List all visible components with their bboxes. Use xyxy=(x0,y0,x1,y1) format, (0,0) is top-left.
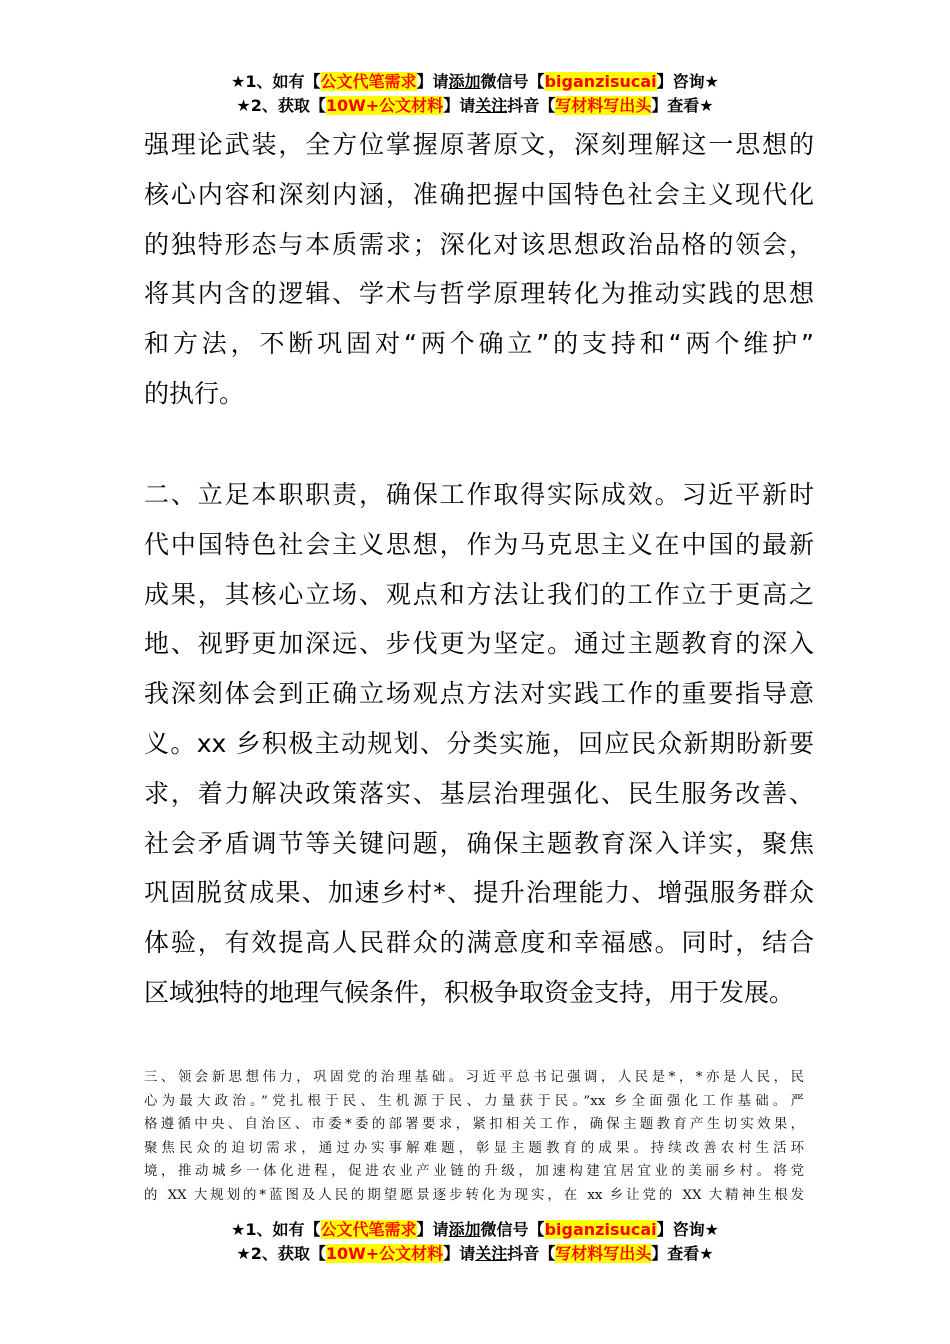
paragraph-line: 义。xx 乡积极主动规划、分类实施，回应民众新期盼新要 xyxy=(144,728,814,758)
paragraph-line: 巩固脱贫成果、加速乡村*、提升治理能力、增强服务群众 xyxy=(144,878,814,908)
banner-line-1-suffix: 】咨询★ xyxy=(656,1220,719,1239)
banner-line-1-prefix: ★1、如有【 xyxy=(231,1220,321,1239)
paragraph-line: 格遵循中央、自治区、市委*委的部署要求，紧扣相关工作，确保主题教育产生切实效果， xyxy=(144,1117,804,1133)
paragraph-line: 的 XX 大规划的*蓝图及人民的期望愿景逐步转化为现实，在 xx 乡让党的 XX 大精神生根发 xyxy=(144,1187,804,1203)
paragraph-line: 将其内含的逻辑、学术与哲学原理转化为推动实践的思想 xyxy=(144,279,814,309)
paragraph-line: 三、领会新思想伟力，巩固党的治理基础。习近平总书记强调，人民是*，*亦是人民，民 xyxy=(144,1070,804,1085)
paragraph-line: 的独特形态与本质需求；深化对该思想政治品格的领会， xyxy=(144,229,814,259)
paragraph-3-section-three xyxy=(144,1066,804,1208)
banner-line-1-highlight-wechat: biganzisucai xyxy=(544,72,657,91)
paragraph-line: 的执行。 xyxy=(144,378,245,408)
banner-line-2-underlined: 关注 xyxy=(475,1244,508,1263)
paragraph-line: 二、立足本职职责，确保工作取得实际成效。习近平新时 xyxy=(144,480,814,509)
banner-line-1-highlight-wechat: biganzisucai xyxy=(544,1220,657,1239)
banner-line-2-suffix: 】查看★ xyxy=(651,1244,714,1263)
banner-line-2-highlight-douyin: 写材料写出头 xyxy=(555,1244,652,1263)
paragraph-1 xyxy=(144,120,814,419)
paragraph-line: 代中国特色社会主义思想，作为马克思主义在中国的最新 xyxy=(144,529,814,559)
banner-line-1 xyxy=(0,70,950,94)
paragraph-line: 境，推动城乡一体化进程，促进农业产业链的升级，加速构建宜居宜业的美丽乡村。将党 xyxy=(144,1164,804,1180)
banner-line-2-highlight-materials: 10W+公文材料 xyxy=(325,96,444,115)
banner-line-2 xyxy=(0,1242,950,1266)
header-banner xyxy=(0,70,950,118)
banner-line-1-underlined: 添加 xyxy=(448,72,481,91)
banner-line-2-prefix: ★2、获取【 xyxy=(236,96,326,115)
banner-line-2-middle: 】请 xyxy=(443,96,476,115)
paragraph-line: 强理论武装，全方位掌握原著原文，深刻理解这一思想的 xyxy=(144,130,814,159)
banner-line-2-middle-2: 抖音【 xyxy=(507,1244,556,1263)
banner-line-2-highlight-materials: 10W+公文材料 xyxy=(325,1244,444,1263)
banner-line-2-middle-2: 抖音【 xyxy=(507,96,556,115)
paragraph-line: 和方法，不断巩固对“两个确立”的支持和“两个维护” xyxy=(144,329,814,359)
paragraph-line: 社会矛盾调节等关键问题，确保主题教育深入详实，聚焦 xyxy=(144,828,814,858)
banner-line-1-middle-2: 微信号【 xyxy=(480,72,545,91)
paragraph-line: 心为最大政治。”党扎根于民、生机源于民、力量获于民。”xx 乡全面强化工作基础。严 xyxy=(144,1093,804,1109)
paragraph-line: 聚焦民众的迫切需求，通过办实事解难题，彰显主题教育的成果。持续改善农村生活环 xyxy=(144,1140,804,1156)
banner-line-1-highlight-service: 公文代笔需求 xyxy=(320,1220,417,1239)
paragraph-line: 核心内容和深刻内涵，准确把握中国特色社会主义现代化 xyxy=(144,179,814,209)
paragraph-2-section-two xyxy=(144,470,814,1018)
banner-line-1-middle: 】请 xyxy=(416,72,449,91)
paragraph-line: 体验，有效提高人民群众的满意度和幸福感。同时，结合 xyxy=(144,928,814,958)
paragraph-line: 我深刻体会到正确立场观点方法对实践工作的重要指导意 xyxy=(144,679,814,709)
banner-line-2-prefix: ★2、获取【 xyxy=(236,1244,326,1263)
paragraph-line: 成果，其核心立场、观点和方法让我们的工作立于更高之 xyxy=(144,579,814,609)
paragraph-line: 区域独特的地理气候条件，积极争取资金支持，用于发展。 xyxy=(144,977,795,1007)
banner-line-1-highlight-service: 公文代笔需求 xyxy=(320,72,417,91)
banner-line-1-prefix: ★1、如有【 xyxy=(231,72,321,91)
paragraph-line: 地、视野更加深远、步伐更为坚定。通过主题教育的深入 xyxy=(144,629,814,659)
banner-line-1-suffix: 】咨询★ xyxy=(656,72,719,91)
banner-line-1-underlined: 添加 xyxy=(448,1220,481,1239)
banner-line-2-suffix: 】查看★ xyxy=(651,96,714,115)
paragraph-line: 求，着力解决政策落实、基层治理强化、民生服务改善、 xyxy=(144,778,814,808)
banner-line-1 xyxy=(0,1218,950,1242)
banner-line-1-middle-2: 微信号【 xyxy=(480,1220,545,1239)
banner-line-2-middle: 】请 xyxy=(443,1244,476,1263)
banner-line-2-highlight-douyin: 写材料写出头 xyxy=(555,96,652,115)
banner-line-2 xyxy=(0,94,950,118)
footer-banner xyxy=(0,1218,950,1266)
banner-line-2-underlined: 关注 xyxy=(475,96,508,115)
banner-line-1-middle: 】请 xyxy=(416,1220,449,1239)
